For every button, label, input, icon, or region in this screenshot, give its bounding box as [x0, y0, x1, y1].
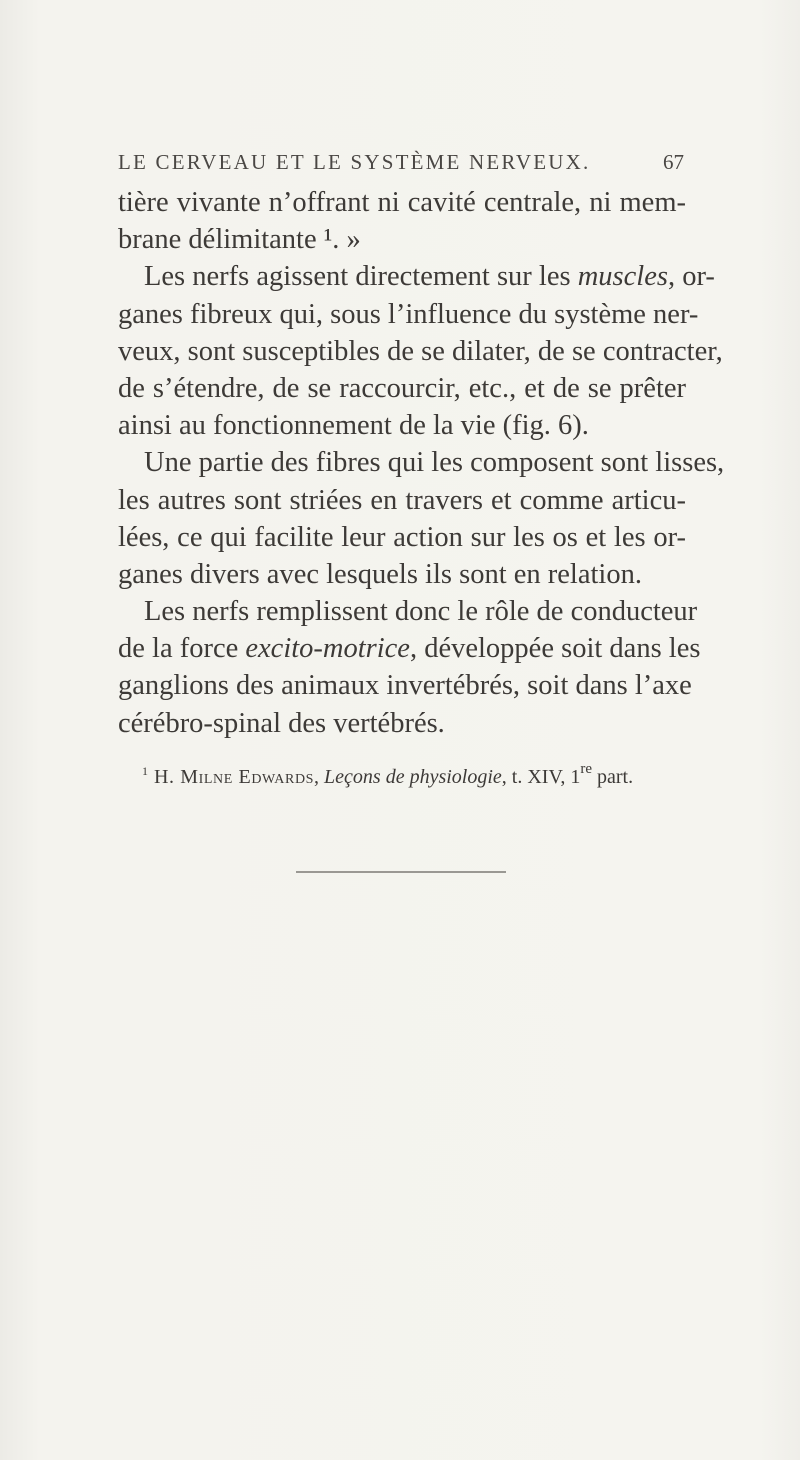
running-head-title: LE CERVEAU ET LE SYSTÈME NERVEUX. [118, 150, 591, 174]
text-line: veux, sont susceptibles de se dilater, de se contracter, [118, 335, 723, 367]
body-text [118, 184, 725, 742]
footnote-superscript: re [580, 761, 592, 777]
footnote-end: part. [591, 766, 634, 788]
text-fragment: de la force [118, 633, 246, 665]
text-line: lées, ce qui facilite leur action sur les os et les or- [118, 521, 686, 553]
footnote-marker: 1 [142, 764, 148, 778]
footnote [142, 758, 702, 790]
text-line: ganes divers avec lesquels ils sont en relation. [118, 558, 642, 590]
italic-term: excito-motrice [245, 633, 410, 665]
horizontal-rule [296, 871, 506, 873]
text-fragment: , or- [667, 261, 715, 293]
footnote-author: H. Milne Edwards [154, 766, 315, 788]
text-fragment: Les nerfs agissent directement sur les [144, 261, 578, 293]
text-line: de s’étendre, de se raccourcir, etc., et de se prêter [118, 372, 686, 404]
text-line: ganglions des animaux invertébrés, soit dans l’axe [118, 670, 692, 702]
footnote-separator: , [314, 766, 325, 788]
footnote-volume: , t. XIV, 1 [501, 766, 581, 788]
text-line: cérébro-spinal des vertébrés. [118, 707, 445, 739]
text-line: les autres sont striées en travers et comme articu- [118, 484, 686, 516]
text-line: Une partie des fibres qui les composent sont lisses, [144, 447, 725, 479]
text-line: tière vivante n’offrant ni cavité centrale, ni mem- [118, 187, 686, 218]
text-line: brane délimitante ¹. » [118, 224, 361, 256]
page-number: 67 [663, 150, 684, 174]
italic-term: muscles [577, 261, 668, 293]
footnote-work-title: Leçons de physiologie [324, 766, 502, 788]
text-line: Les nerfs remplissent donc le rôle de conducteur [144, 596, 698, 628]
text-line: ainsi au fonctionnement de la vie (fig. 6). [118, 410, 589, 442]
text-line [118, 630, 701, 667]
running-head [118, 150, 684, 176]
text-line: ganes fibreux qui, sous l’influence du système ner- [118, 298, 699, 330]
text-fragment: , développée soit dans les [409, 633, 701, 665]
text-line [118, 258, 715, 295]
